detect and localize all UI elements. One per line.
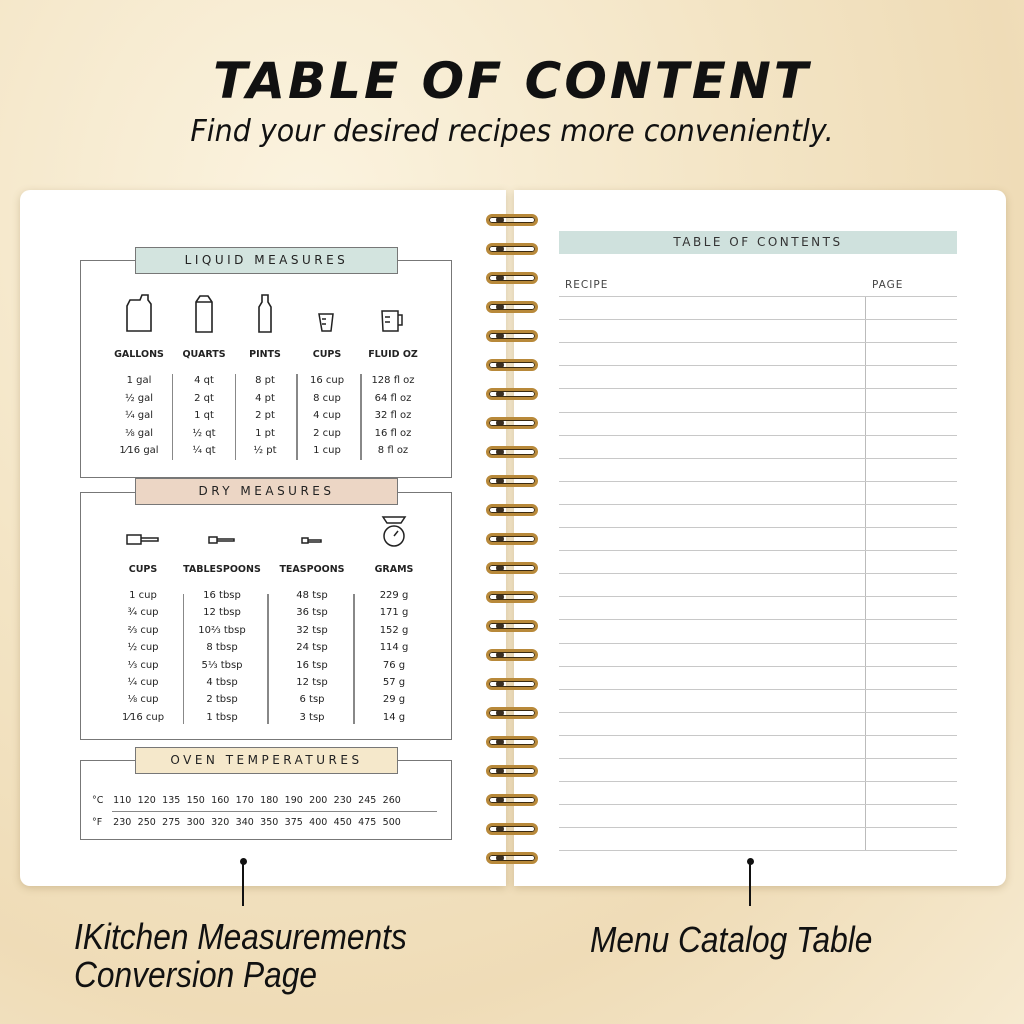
liquid-column — [291, 349, 363, 460]
tablespoon-icon — [202, 516, 242, 548]
toc-row-line — [559, 689, 957, 690]
column-divider — [267, 594, 269, 724]
toc-row-line — [559, 619, 957, 620]
toc-row-line — [559, 596, 957, 597]
dry-cell: 4 tbsp — [206, 676, 238, 688]
toc-row-line — [559, 735, 957, 736]
dry-cell: 57 g — [382, 676, 406, 688]
oven-fahrenheit-value: 230 — [113, 817, 132, 828]
oven-fahrenheit-value: 475 — [358, 817, 377, 828]
toc-row-line — [559, 504, 957, 505]
column-divider — [235, 374, 237, 460]
toc-row-line — [559, 388, 957, 389]
oven-celsius-value: 260 — [382, 795, 401, 806]
liquid-cell: ¼ qt — [192, 445, 216, 457]
liquid-cell: 1 qt — [194, 410, 214, 422]
cup-scoop-icon — [123, 516, 163, 548]
toc-title: TABLE OF CONTENTS — [559, 231, 957, 254]
spiral-ring — [486, 852, 538, 864]
spiral-ring — [486, 562, 538, 574]
spiral-ring — [486, 765, 538, 777]
oven-fahrenheit-value: 340 — [235, 817, 254, 828]
oven-unit-label: °F — [92, 817, 103, 828]
liquid-cell: 4 cup — [313, 410, 341, 422]
toc-row-line — [559, 712, 957, 713]
dry-column — [344, 564, 444, 726]
toc-row-line — [559, 527, 957, 528]
page-column-header: PAGE — [872, 279, 904, 291]
spiral-ring — [486, 330, 538, 342]
liquid-column-header: GALLONS — [114, 349, 164, 360]
oven-celsius-value: 120 — [137, 795, 156, 806]
toc-row-line — [559, 827, 957, 828]
liquid-cell: ½ qt — [192, 427, 216, 439]
caption-left-line1: IKitchen Measurements — [74, 916, 407, 957]
dry-cell: 8 tbsp — [206, 642, 238, 654]
dry-cell: 3 tsp — [299, 711, 325, 723]
liquid-cell: 64 fl oz — [374, 392, 412, 404]
liquid-cell: 2 pt — [255, 410, 275, 422]
page-title: TABLE OF CONTENT — [213, 52, 811, 110]
dry-column-body — [344, 587, 444, 726]
dry-cell: 48 tsp — [296, 590, 328, 601]
dry-cell: 12 tsp — [296, 676, 328, 688]
column-divider — [296, 374, 298, 460]
dry-cell: 229 g — [379, 590, 409, 601]
oven-fahrenheit-value: 250 — [137, 817, 156, 828]
liquid-cell: ⅛ gal — [124, 427, 154, 439]
liquid-cell: 1⁄16 gal — [119, 445, 159, 457]
oven-celsius-value: 135 — [162, 795, 181, 806]
toc-row-line — [559, 365, 957, 366]
dry-column-header: GRAMS — [374, 564, 414, 575]
gallon-jug-icon — [119, 288, 159, 334]
dry-cell: 6 tsp — [299, 694, 325, 706]
dry-column-body — [172, 587, 272, 726]
dry-cell: ¼ cup — [127, 676, 159, 688]
liquid-column-body — [357, 372, 429, 460]
dry-cell: ⅛ cup — [127, 694, 159, 706]
dry-cell: 36 tsp — [296, 607, 328, 619]
dry-cell: ¾ cup — [127, 607, 159, 619]
oven-celsius-value: 180 — [260, 795, 279, 806]
dry-cell: 1 tbsp — [206, 711, 238, 723]
dry-column-header: TEASPOONS — [279, 564, 345, 575]
dry-column-header: CUPS — [128, 564, 158, 575]
pointer-line-right — [749, 862, 751, 906]
spiral-ring — [486, 620, 538, 632]
spiral-ring — [486, 504, 538, 516]
liquid-cell: 4 qt — [194, 375, 214, 386]
liquid-cell: 2 cup — [313, 427, 341, 439]
liquid-column — [103, 349, 175, 460]
column-divider — [353, 594, 355, 724]
oven-celsius-value: 200 — [309, 795, 328, 806]
liquid-column-header: FLUID OZ — [368, 349, 418, 360]
liquid-cell: 1 gal — [126, 375, 152, 386]
oven-unit-label: °C — [92, 795, 104, 806]
toc-row-line — [559, 643, 957, 644]
dry-measures-title: DRY MEASURES — [135, 478, 398, 505]
dry-cell: 152 g — [379, 624, 409, 636]
toc-row-line — [559, 435, 957, 436]
caption-right: Menu Catalog Table — [590, 919, 873, 960]
pint-bottle-icon — [245, 288, 285, 334]
caption-left-line2: Conversion Page — [74, 954, 318, 995]
dry-cell: 2 tbsp — [206, 694, 238, 706]
measuring-cup-icon — [307, 288, 347, 334]
dry-cell: 1 cup — [129, 590, 157, 601]
dry-cell: ⅓ cup — [127, 659, 159, 671]
dry-cell: 32 tsp — [296, 624, 328, 636]
oven-celsius-value: 110 — [113, 795, 132, 806]
spiral-ring — [486, 359, 538, 371]
oven-fahrenheit-value: 350 — [260, 817, 279, 828]
liquid-cell: ½ gal — [124, 392, 154, 404]
spiral-ring — [486, 272, 538, 284]
oven-celsius-value: 230 — [333, 795, 352, 806]
toc-row-line — [559, 458, 957, 459]
toc-row-line — [559, 412, 957, 413]
toc-row-line — [559, 550, 957, 551]
teaspoon-icon — [292, 516, 332, 548]
liquid-cell: 2 qt — [194, 392, 214, 404]
spiral-ring — [486, 446, 538, 458]
quart-carton-icon — [184, 288, 224, 334]
toc-row-line — [559, 319, 957, 320]
spiral-ring — [486, 533, 538, 545]
toc-row-line — [559, 850, 957, 851]
spiral-ring — [486, 678, 538, 690]
dry-cell: 114 g — [379, 642, 409, 654]
liquid-cell: 32 fl oz — [374, 410, 412, 422]
liquid-cell: ¼ gal — [124, 410, 154, 422]
oven-fahrenheit-value: 500 — [382, 817, 401, 828]
dry-cell: 14 g — [382, 711, 406, 723]
spiral-ring — [486, 475, 538, 487]
oven-fahrenheit-value: 275 — [162, 817, 181, 828]
liquid-cell: 8 fl oz — [377, 445, 409, 457]
oven-fahrenheit-value: 400 — [309, 817, 328, 828]
liquid-cell: 128 fl oz — [371, 375, 415, 386]
spiral-ring — [486, 417, 538, 429]
oven-celsius-value: 245 — [358, 795, 377, 806]
oven-divider — [112, 811, 437, 812]
liquid-cell: 4 pt — [255, 392, 275, 404]
liquid-column-body — [103, 372, 175, 460]
oven-fahrenheit-value: 375 — [284, 817, 303, 828]
fahrenheit-row — [92, 817, 404, 828]
recipe-column-header: RECIPE — [565, 279, 609, 291]
spiral-ring — [486, 794, 538, 806]
liquid-cell: ½ pt — [253, 445, 277, 457]
oven-fahrenheit-value: 300 — [186, 817, 205, 828]
liquid-cell: 8 cup — [313, 392, 341, 404]
oven-celsius-value: 170 — [235, 795, 254, 806]
liquid-cell: 1 pt — [255, 427, 275, 439]
spiral-ring — [486, 736, 538, 748]
measuring-jug-icon — [373, 288, 413, 334]
toc-row-line — [559, 666, 957, 667]
dry-cell: 16 tbsp — [203, 590, 241, 601]
dry-cell: 171 g — [379, 607, 409, 619]
liquid-column — [357, 349, 429, 460]
spiral-ring — [486, 243, 538, 255]
oven-fahrenheit-value: 320 — [211, 817, 230, 828]
liquid-cell: 8 pt — [255, 375, 275, 386]
pointer-line-left — [242, 862, 244, 906]
liquid-column-header: PINTS — [249, 349, 281, 360]
column-divider — [183, 594, 185, 724]
toc-row-line — [559, 481, 957, 482]
toc-row-line — [559, 758, 957, 759]
toc-row-line — [559, 296, 957, 297]
dry-cell: ⅔ cup — [127, 624, 159, 636]
dry-cell: 5⅓ tbsp — [201, 659, 243, 671]
oven-celsius-value: 150 — [186, 795, 205, 806]
dry-cell: ½ cup — [127, 642, 159, 654]
dry-cell: 1⁄16 cup — [121, 711, 165, 723]
spiral-ring — [486, 301, 538, 313]
spiral-ring — [486, 214, 538, 226]
liquid-measures-title: LIQUID MEASURES — [135, 247, 398, 274]
celsius-row — [92, 795, 404, 806]
spiral-ring — [486, 823, 538, 835]
dry-cell: 76 g — [382, 659, 406, 671]
spiral-ring — [486, 707, 538, 719]
oven-celsius-value: 160 — [211, 795, 230, 806]
spiral-ring — [486, 591, 538, 603]
oven-temperatures-title: OVEN TEMPERATURES — [135, 747, 398, 774]
liquid-column-body — [291, 372, 363, 460]
dry-column-header: TABLESPOONS — [183, 564, 261, 575]
oven-celsius-value: 190 — [284, 795, 303, 806]
dry-cell: 16 tsp — [296, 659, 328, 671]
page-subtitle: Find your desired recipes more conveniently. — [190, 114, 834, 149]
dry-column — [172, 564, 272, 726]
liquid-column-header: QUARTS — [182, 349, 226, 360]
toc-row-line — [559, 342, 957, 343]
kitchen-scale-icon — [374, 516, 414, 548]
toc-row-line — [559, 573, 957, 574]
liquid-cell: 1 cup — [313, 445, 341, 457]
column-divider — [360, 374, 362, 460]
oven-fahrenheit-value: 450 — [333, 817, 352, 828]
liquid-cell: 16 cup — [309, 375, 345, 386]
toc-row-line — [559, 781, 957, 782]
column-divider — [172, 374, 174, 460]
dry-cell: 12 tbsp — [203, 607, 241, 619]
spiral-ring — [486, 388, 538, 400]
dry-cell: 29 g — [382, 694, 406, 706]
dry-cell: 24 tsp — [296, 642, 328, 654]
spiral-ring — [486, 649, 538, 661]
toc-row-line — [559, 804, 957, 805]
liquid-cell: 16 fl oz — [374, 427, 412, 439]
liquid-column-header: CUPS — [312, 349, 342, 360]
dry-cell: 10⅔ tbsp — [198, 624, 246, 636]
